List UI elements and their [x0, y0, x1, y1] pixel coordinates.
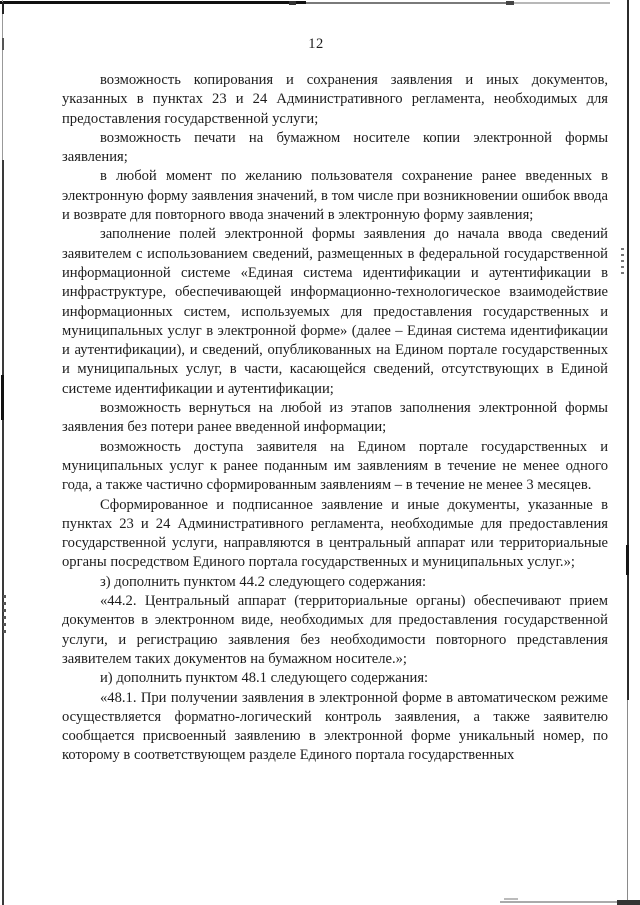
- scan-artifact-right-ticks: [621, 248, 624, 276]
- paragraph: «48.1. При получении заявления в электронной форме в автоматическом режиме осуществляется форматно-логический контроль заявления, а также заявителю сообщается присвоенный заявлению в электронной форме уникальный номер, по которому в соответствующем разделе Единого портала государственных: [62, 689, 608, 764]
- scan-artifact-left-blob: [1, 375, 4, 420]
- scan-artifact-right-blob: [626, 545, 629, 575]
- scan-artifact-top-tick: [289, 1, 296, 5]
- paragraph: возможность вернуться на любой из этапов заполнения электронной формы заявления без потери ранее введенной информации;: [62, 400, 608, 436]
- paragraph: з) дополнить пунктом 44.2 следующего содержания:: [100, 573, 427, 590]
- paragraph: Сформированное и подписанное заявление и иные документы, указанные в пунктах 23 и 24 Административного регламента, необходимые для предоставления государственной услуги, направляются в центральный аппарат или территориальные органы посредством Единого портала государственных и муниципальных услуг.»;: [62, 496, 608, 571]
- paragraph: возможность копирования и сохранения заявления и иных документов, указанных в пунктах 23 и 24 Административного регламента, необходимых для предоставления государственной услуги;: [62, 72, 608, 127]
- paragraph: заполнение полей электронной формы заявления до начала ввода сведений заявителем с использованием сведений, размещенных в федеральной государственной информационной системе «Единая система идентификации и аутентификации в инфраструктуре, обеспечивающей информационно-технологическое взаимодействие информационных систем, используемых для предоставления государственных и муниципальных услуг в электронной форме» (далее – Единая система идентификации и аутентификации), и сведений, опубликованных на Едином портале государственных и муниципальных услуг, в части, касающейся сведений, отсутствующих в Единой системе идентификации и аутентификации;: [62, 226, 608, 397]
- scan-artifact-top-bar-light: [512, 2, 610, 4]
- scan-artifact-left-dash: [2, 2, 4, 14]
- paragraph: возможность печати на бумажном носителе копии электронной формы заявления;: [62, 129, 608, 166]
- scan-artifact-bottom-line: [500, 901, 640, 903]
- page-number: 12: [308, 36, 324, 52]
- scan-artifact-top-tick: [506, 1, 514, 5]
- paragraph: в любой момент по желанию пользователя сохранение ранее введенных в электронную форму заявления значений, в том числе при возникновении ошибок ввода и возврате для повторного ввода значений в электронную форму заявления;: [62, 168, 608, 224]
- paragraph: «44.2. Центральный аппарат (территориальные органы) обеспечивают прием документов в электронном виде, необходимых для предоставления государственной услуги, и регистрацию заявления без необходимости повторного представления заявителем таких документов на бумажном носителе.»;: [62, 593, 608, 667]
- scan-artifact-right-edge-bottom: [627, 700, 628, 905]
- scan-artifact-left-edge: [2, 160, 4, 905]
- paragraph: возможность доступа заявителя на Едином портале государственных и муниципальных услуг к ранее поданным им заявлениям в течение не менее одного года, а также частично сформированным заявлениям – в течение не менее 3 месяцев.: [62, 438, 608, 494]
- scan-artifact-left-ticks: [3, 595, 6, 637]
- scan-artifact-right-edge: [627, 0, 629, 700]
- document-body: [62, 71, 608, 766]
- scan-artifact-top-bar-dark: [0, 1, 306, 4]
- scan-artifact-bottom-dark: [617, 900, 640, 905]
- scan-artifact-top-bar-gray: [306, 2, 512, 4]
- paragraph: и) дополнить пунктом 48.1 следующего содержания:: [100, 670, 429, 687]
- scan-artifact-bottom-marks: [504, 898, 518, 900]
- scan-artifact-left-edge-top: [2, 0, 3, 170]
